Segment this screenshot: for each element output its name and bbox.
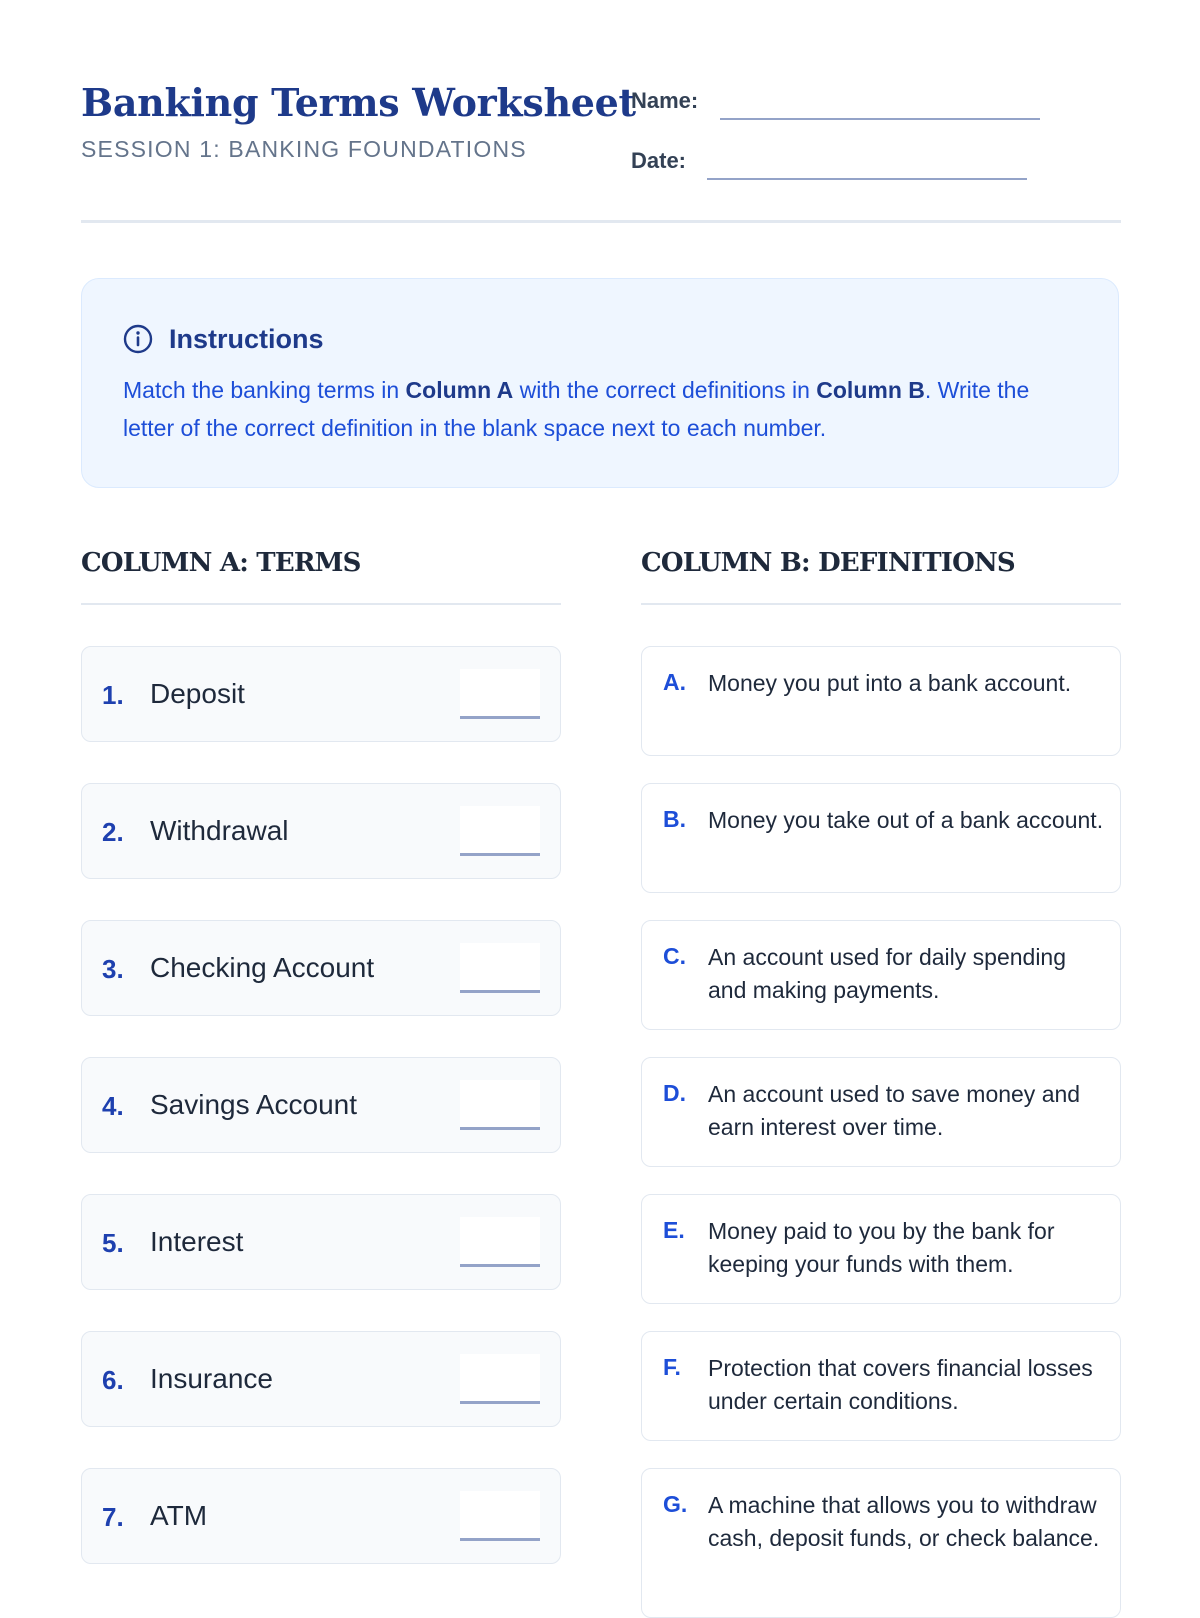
definition-letter: E.	[663, 1217, 685, 1243]
answer-blank[interactable]	[460, 943, 540, 993]
definition-card-f	[641, 1331, 1121, 1441]
definition-card-c	[641, 920, 1121, 1030]
instructions-text	[123, 371, 1083, 447]
answer-blank[interactable]	[460, 1354, 540, 1404]
term-number: 3.	[102, 954, 124, 984]
term-card-savings-account	[81, 1057, 561, 1153]
definition-letter: G.	[663, 1491, 688, 1517]
definition-letter: A.	[663, 669, 686, 695]
term-label: Deposit	[150, 678, 245, 709]
term-number: 6.	[102, 1365, 124, 1395]
instructions-box	[81, 278, 1119, 488]
definition-letter: F.	[663, 1354, 681, 1380]
info-icon	[123, 324, 153, 354]
name-label: Name:	[631, 88, 699, 113]
term-number: 2.	[102, 817, 124, 847]
instructions-title: Instructions	[169, 323, 324, 354]
date-label: Date:	[631, 148, 687, 173]
definition-text: Money you take out of a bank account.	[708, 807, 1104, 833]
answer-blank[interactable]	[460, 1491, 540, 1541]
definition-text: An account used to save money and earn interest over time.	[708, 1081, 1081, 1140]
instructions-text-part: . Write the letter of the correct definition in the blank space next to each number.	[123, 377, 1030, 441]
definition-letter: D.	[663, 1080, 686, 1106]
page-title: Banking Terms Worksheet	[81, 80, 636, 125]
instructions-header	[123, 323, 324, 355]
column-a-reference: Column A	[405, 377, 514, 403]
definition-card-g	[641, 1468, 1121, 1618]
term-number: 4.	[102, 1091, 124, 1121]
definition-letter: C.	[663, 943, 686, 969]
term-label: ATM	[150, 1500, 208, 1531]
column-b-divider	[641, 603, 1121, 605]
term-card-deposit	[81, 646, 561, 742]
column-b-heading: COLUMN B: DEFINITIONS	[641, 548, 1015, 578]
session-subtitle: SESSION 1: BANKING FOUNDATIONS	[81, 136, 527, 162]
instructions-text-part: Match the banking terms in	[123, 377, 406, 403]
definition-text: Money paid to you by the bank for keeping your funds with them.	[708, 1218, 1055, 1277]
definition-text: An account used for daily spending and making payments.	[708, 944, 1067, 1003]
definition-card-d	[641, 1057, 1121, 1167]
column-a-divider	[81, 603, 561, 605]
instructions-text-part: with the correct definitions in	[513, 377, 817, 403]
definition-text: A machine that allows you to withdraw cash, deposit funds, or check balance.	[708, 1492, 1100, 1551]
definition-text: Money you put into a bank account.	[708, 670, 1072, 696]
term-card-interest	[81, 1194, 561, 1290]
term-number: 7.	[102, 1502, 124, 1532]
definition-card-e	[641, 1194, 1121, 1304]
header-divider	[81, 220, 1121, 223]
term-label: Interest	[150, 1226, 244, 1257]
definition-letter: B.	[663, 806, 686, 832]
term-card-atm	[81, 1468, 561, 1564]
column-b-reference: Column B	[816, 377, 925, 403]
name-blank-line[interactable]	[720, 118, 1040, 120]
term-label: Withdrawal	[150, 815, 289, 846]
name-field	[631, 80, 1040, 120]
term-label: Insurance	[150, 1363, 273, 1394]
answer-blank[interactable]	[460, 1217, 540, 1267]
date-blank-line[interactable]	[707, 178, 1027, 180]
date-field	[631, 140, 1027, 180]
term-card-withdrawal	[81, 783, 561, 879]
term-number: 5.	[102, 1228, 124, 1258]
answer-blank[interactable]	[460, 806, 540, 856]
term-label: Checking Account	[150, 952, 375, 983]
answer-blank[interactable]	[460, 669, 540, 719]
answer-blank[interactable]	[460, 1080, 540, 1130]
definition-card-a	[641, 646, 1121, 756]
definition-text: Protection that covers financial losses under certain conditions.	[708, 1355, 1093, 1414]
term-card-insurance	[81, 1331, 561, 1427]
column-a-heading: COLUMN A: TERMS	[81, 548, 361, 578]
definition-card-b	[641, 783, 1121, 893]
term-label: Savings Account	[150, 1089, 358, 1120]
term-card-checking-account	[81, 920, 561, 1016]
term-number: 1.	[102, 680, 124, 710]
